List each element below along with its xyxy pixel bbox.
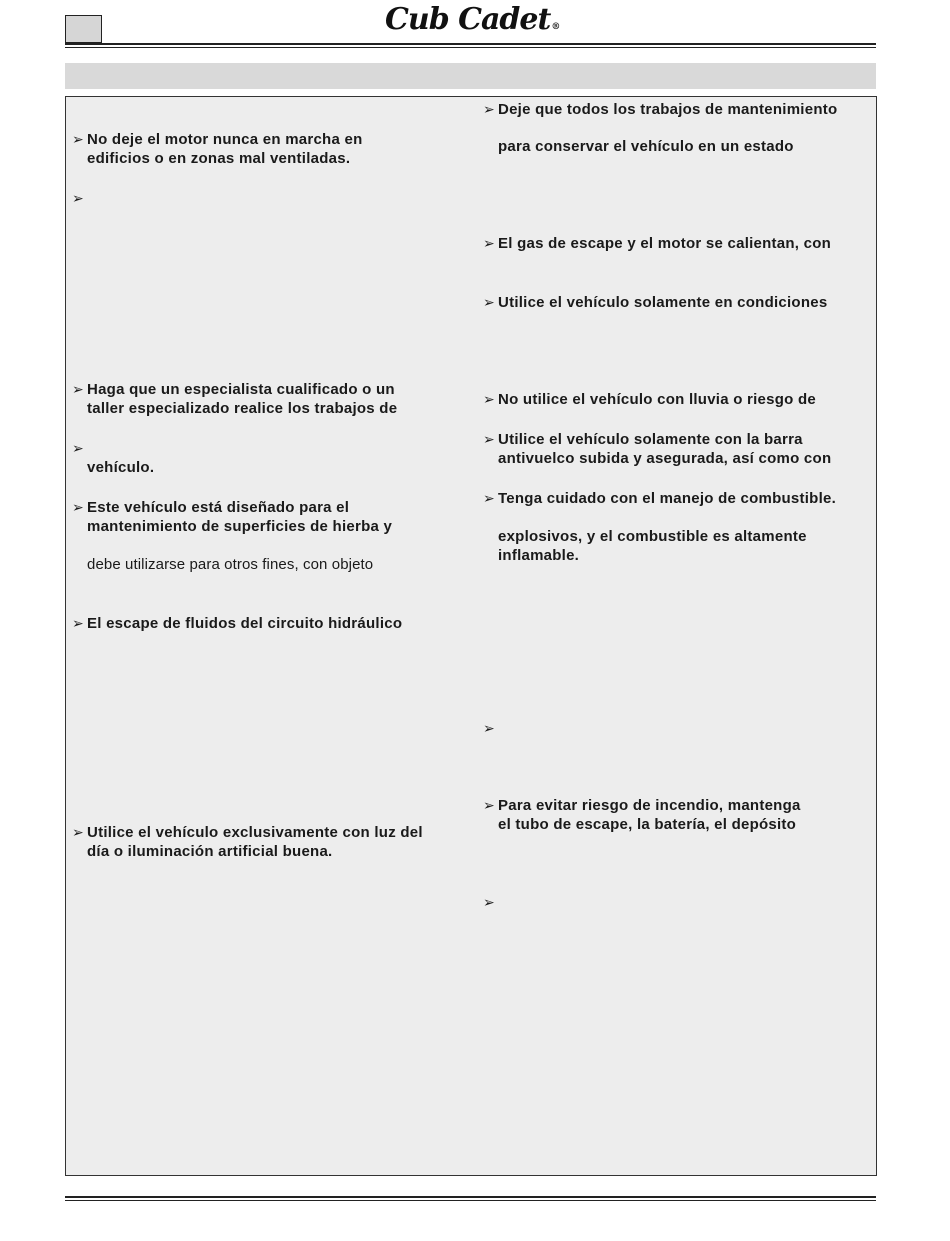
logo-text: Cub Cadet — [385, 2, 551, 37]
right-item-2-line-1: El gas de escape y el motor se calientan, con — [498, 235, 832, 252]
bullet-icon: ➢ — [72, 824, 84, 840]
right-item-3-line-1: Utilice el vehículo solamente en condiciones — [498, 294, 828, 311]
bullet-icon: ➢ — [483, 720, 495, 736]
left-item-5-line-1: Este vehículo está diseñado para el — [87, 499, 350, 516]
right-item-8-line-2: el tubo de escape, la batería, el depósito — [498, 816, 797, 833]
bullet-icon: ➢ — [483, 101, 495, 117]
left-item-3-line-2: taller especializado realice los trabajos de — [87, 400, 398, 417]
right-item-8-line-1: Para evitar riesgo de incendio, mantenga — [498, 797, 801, 814]
right-item-4-line-1: No utilice el vehículo con lluvia o riesgo de — [498, 391, 816, 408]
left-item-1-line-1: No deje el motor nunca en marcha en — [87, 131, 363, 148]
page-number-box — [65, 15, 102, 43]
safety-instructions-panel — [65, 96, 877, 1176]
left-item-4-line-2: vehículo. — [87, 459, 155, 476]
right-item-5-line-2: antivuelco subida y asegurada, así como con — [498, 450, 832, 467]
bullet-icon: ➢ — [72, 440, 84, 456]
bullet-icon: ➢ — [483, 294, 495, 310]
bullet-icon: ➢ — [72, 190, 84, 206]
bullet-icon: ➢ — [483, 235, 495, 251]
bullet-icon: ➢ — [72, 615, 84, 631]
bullet-icon: ➢ — [483, 391, 495, 407]
left-item-5-line-2: mantenimiento de superficies de hierba y — [87, 518, 393, 535]
bullet-icon: ➢ — [483, 431, 495, 447]
left-item-7-line-2: día o iluminación artificial buena. — [87, 843, 333, 860]
footer-rule-thick — [65, 1196, 876, 1198]
footer-rule-thin — [65, 1200, 876, 1201]
bullet-icon: ➢ — [72, 381, 84, 397]
right-item-6-line-3: explosivos, y el combustible es altamente — [498, 528, 807, 545]
cub-cadet-logo — [385, 2, 559, 38]
right-item-6-line-1: Tenga cuidado con el manejo de combustible. — [498, 490, 837, 507]
left-item-1-line-2: edificios o en zonas mal ventiladas. — [87, 150, 351, 167]
bullet-icon: ➢ — [483, 490, 495, 506]
logo-registered-mark: ® — [551, 22, 560, 32]
left-item-7-line-1: Utilice el vehículo exclusivamente con luz del — [87, 824, 423, 841]
right-item-1-line-3: para conservar el vehículo en un estado — [498, 138, 794, 155]
right-item-6-line-4: inflamable. — [498, 547, 580, 564]
right-item-1-line-1: Deje que todos los trabajos de mantenimiento — [498, 101, 838, 118]
header-rule-thin — [65, 47, 876, 48]
bullet-icon: ➢ — [72, 499, 84, 515]
left-item-3-line-1: Haga que un especialista cualificado o un — [87, 381, 395, 398]
left-item-5-line-4: debe utilizarse para otros fines, con objeto — [87, 556, 374, 573]
section-title-bar — [65, 63, 876, 89]
right-item-5-line-1: Utilice el vehículo solamente con la barra — [498, 431, 803, 448]
bullet-icon: ➢ — [483, 894, 495, 910]
bullet-icon: ➢ — [72, 131, 84, 147]
header-rule-thick — [65, 43, 876, 45]
bullet-icon: ➢ — [483, 797, 495, 813]
left-item-6-line-1: El escape de fluidos del circuito hidráulico — [87, 615, 403, 632]
